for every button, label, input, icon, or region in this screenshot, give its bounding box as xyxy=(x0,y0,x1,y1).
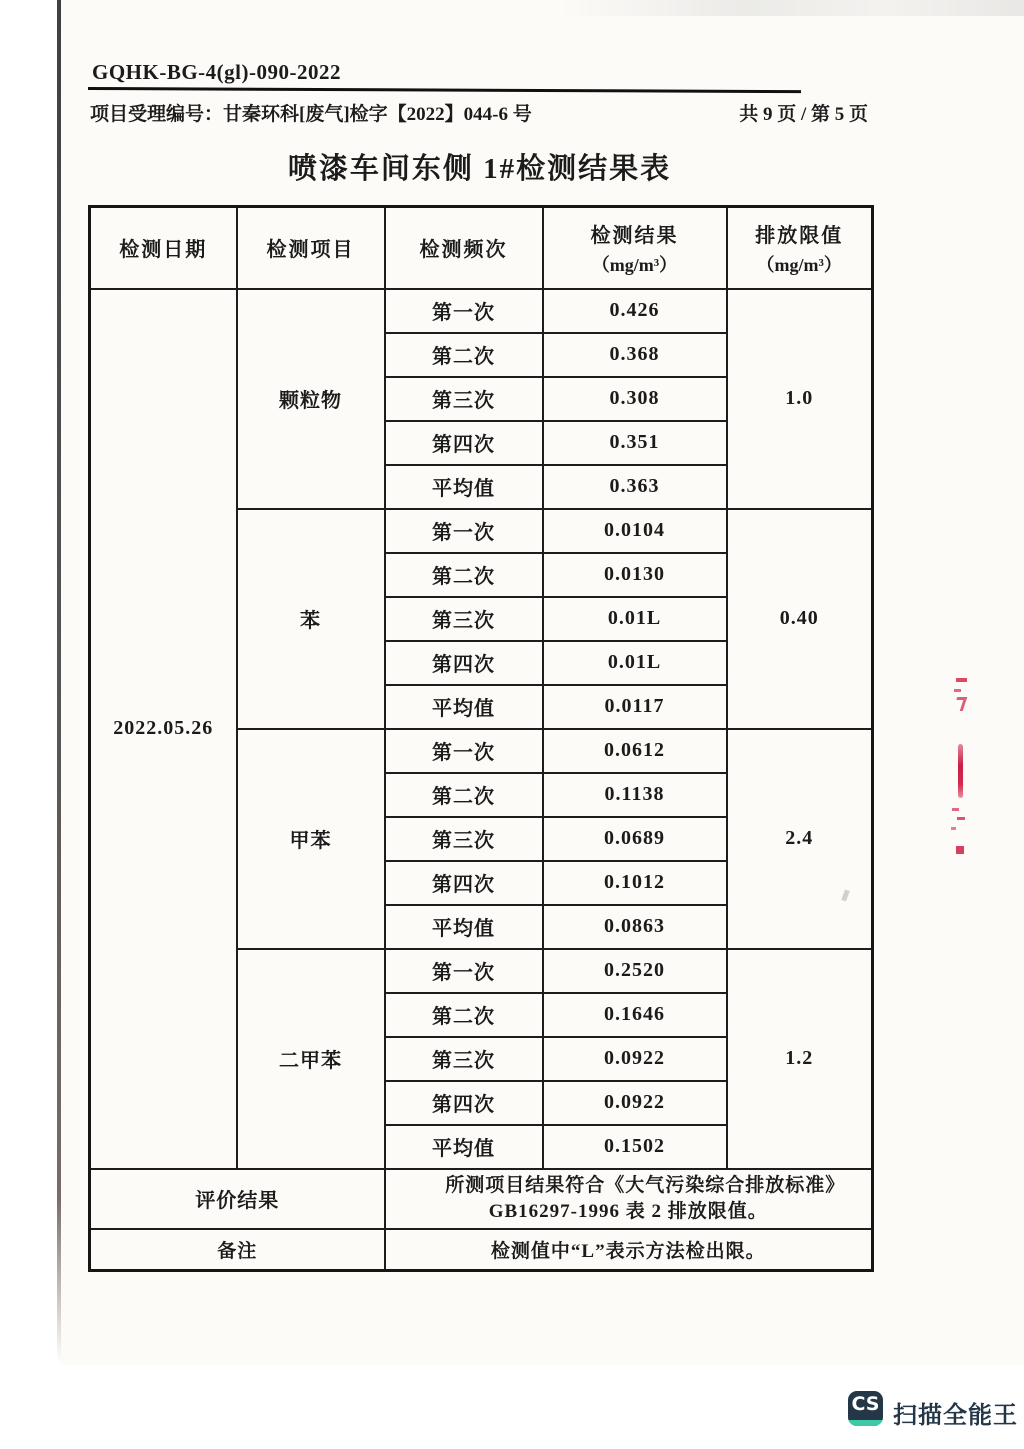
cell-result: 0.0863 xyxy=(543,905,727,949)
scan-smudge xyxy=(560,0,1024,16)
cell-result: 0.308 xyxy=(543,377,727,421)
remark-label: 备注 xyxy=(90,1229,385,1271)
cell-limit: 0.40 xyxy=(727,509,873,729)
col-header-limit-title: 排放限值 xyxy=(755,224,844,247)
table-row xyxy=(90,289,873,333)
red-stamp-artifact xyxy=(951,827,956,830)
results-table xyxy=(88,205,874,1272)
cell-result: 0.1138 xyxy=(543,773,727,817)
red-stamp-artifact xyxy=(952,808,959,811)
cell-frequency: 第一次 xyxy=(385,949,543,993)
cell-frequency: 第一次 xyxy=(385,289,543,333)
col-header-date: 检测日期 xyxy=(90,207,237,289)
page-indicator: 共 9 页 / 第 5 页 xyxy=(739,104,868,125)
col-header-limit xyxy=(727,207,873,289)
cell-frequency: 第一次 xyxy=(385,509,543,553)
remark-row xyxy=(90,1229,873,1271)
cell-frequency: 第四次 xyxy=(385,1081,543,1125)
col-header-result xyxy=(543,207,727,289)
acceptance-number: 项目受理编号：甘秦环科[废气]检字【2022】044-6 号 xyxy=(90,104,532,125)
cell-frequency: 平均值 xyxy=(385,1125,543,1169)
cell-result: 0.368 xyxy=(543,333,727,377)
evaluation-content xyxy=(385,1169,873,1229)
cell-frequency: 平均值 xyxy=(385,685,543,729)
cell-frequency: 第三次 xyxy=(385,597,543,641)
cell-frequency: 第三次 xyxy=(385,1037,543,1081)
cell-result: 0.0612 xyxy=(543,729,727,773)
table-header-row xyxy=(90,207,873,289)
cell-result: 0.0117 xyxy=(543,685,727,729)
cell-result: 0.1502 xyxy=(543,1125,727,1169)
document-number: GQHK-BG-4(gl)-090-2022 xyxy=(92,60,341,84)
col-header-frequency: 检测频次 xyxy=(385,207,543,289)
cell-frequency: 第二次 xyxy=(385,993,543,1037)
cell-result: 0.2520 xyxy=(543,949,727,993)
cell-result: 0.0689 xyxy=(543,817,727,861)
cell-frequency: 第三次 xyxy=(385,817,543,861)
red-stamp-artifact xyxy=(956,846,964,854)
red-stamp-artifact xyxy=(958,744,963,798)
camscanner-initials: CS xyxy=(851,1393,880,1415)
cell-limit: 2.4 xyxy=(727,729,873,949)
cell-result: 0.01L xyxy=(543,597,727,641)
remark-content: 检测值中“L”表示方法检出限。 xyxy=(385,1229,873,1271)
cell-frequency: 平均值 xyxy=(385,905,543,949)
evaluation-line2: GB16297-1996 表 2 排放限值。 xyxy=(488,1201,768,1223)
red-stamp-artifact xyxy=(957,817,965,820)
cell-limit: 1.2 xyxy=(727,949,873,1169)
col-header-item: 检测项目 xyxy=(237,207,385,289)
camscanner-brand-name: 扫描全能王 xyxy=(893,1401,1018,1429)
header-meta-row xyxy=(90,99,868,126)
cell-frequency: 第二次 xyxy=(385,553,543,597)
evaluation-line1: 所测项目结果符合《大气污染综合排放标准》 xyxy=(445,1174,846,1196)
cell-result: 0.351 xyxy=(543,421,727,465)
cell-limit: 1.0 xyxy=(727,289,873,509)
cell-frequency: 第四次 xyxy=(385,641,543,685)
cell-pollutant: 甲苯 xyxy=(237,729,385,949)
cell-result: 0.0922 xyxy=(543,1037,727,1081)
cell-frequency: 第二次 xyxy=(385,773,543,817)
cell-result: 0.1012 xyxy=(543,861,727,905)
cell-result: 0.426 xyxy=(543,289,727,333)
camscanner-logo-stripe xyxy=(848,1420,883,1426)
cell-frequency: 第三次 xyxy=(385,377,543,421)
evaluation-label: 评价结果 xyxy=(90,1169,385,1229)
cell-frequency: 平均值 xyxy=(385,465,543,509)
col-header-result-title: 检测结果 xyxy=(590,224,679,247)
cell-result: 0.01L xyxy=(543,641,727,685)
page-edge-shadow xyxy=(57,0,61,1362)
col-header-limit-unit: （mg/m³） xyxy=(756,254,842,275)
cell-frequency: 第四次 xyxy=(385,421,543,465)
red-stamp-artifact xyxy=(954,689,961,692)
cell-result: 0.363 xyxy=(543,465,727,509)
cell-pollutant: 二甲苯 xyxy=(237,949,385,1169)
cell-frequency: 第四次 xyxy=(385,861,543,905)
red-stamp-artifact xyxy=(956,678,967,682)
camscanner-logo-icon xyxy=(848,1391,883,1426)
col-header-result-unit: （mg/m³） xyxy=(591,254,678,275)
evaluation-row xyxy=(90,1169,873,1229)
cell-result: 0.1646 xyxy=(543,993,727,1037)
page-title: 喷漆车间东侧 1#检测结果表 xyxy=(287,153,672,185)
cell-pollutant: 颗粒物 xyxy=(237,289,385,509)
cell-frequency: 第一次 xyxy=(385,729,543,773)
cell-result: 0.0130 xyxy=(543,553,727,597)
cell-date: 2022.05.26 xyxy=(90,289,237,1169)
cell-pollutant: 苯 xyxy=(237,509,385,729)
cell-frequency: 第二次 xyxy=(385,333,543,377)
cell-result: 0.0922 xyxy=(543,1081,727,1125)
cell-result: 0.0104 xyxy=(543,509,727,553)
